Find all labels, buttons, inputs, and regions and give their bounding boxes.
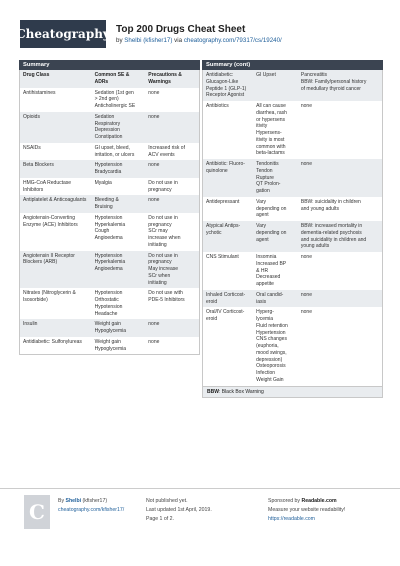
precautions-cell: none	[298, 159, 382, 197]
table-row	[20, 143, 199, 161]
drug-class-cell: Antidepressant	[206, 198, 240, 205]
sponsor-url[interactable]: https://readable.com	[268, 515, 316, 522]
drug-class-cell: Insulin	[20, 319, 92, 337]
side-effects-cell: Hypotension Hyperkalemia Angioedema	[92, 251, 146, 289]
drug-class-cell: Antibiotic: Fluoro- quinolone	[203, 159, 253, 197]
precautions-cell: none	[300, 254, 312, 260]
drug-class-cell: NSAIDs	[23, 144, 41, 151]
table-row	[20, 288, 199, 319]
page-title: Top 200 Drugs Cheat Sheet	[116, 24, 246, 35]
precautions-cell: Do not use in pregnancy SCr may increase when initiating	[148, 214, 181, 248]
drug-class-cell: Antihistamines	[23, 89, 56, 96]
side-effects-cell: Weight gain Hypoglycemia	[92, 319, 146, 337]
table-row	[20, 251, 199, 289]
table-row	[203, 197, 382, 221]
precautions-cell: Do not use in pregnancy	[148, 179, 178, 193]
drug-class-cell: HMG-CoA Reductase Inhibitors	[23, 179, 72, 193]
column-header-se-adrs: Common SE & ADRs	[92, 70, 146, 88]
table-row	[20, 178, 199, 196]
page-footer	[0, 488, 400, 566]
precautions-cell: none	[145, 112, 199, 143]
precautions-cell: none	[145, 160, 199, 178]
column-header-precautions: Precautions & Warnings	[145, 70, 199, 88]
table-row	[203, 70, 382, 101]
precautions-cell: Do not use with PDE-5 Inhibitors	[148, 290, 185, 303]
precautions-cell: BBW: suicidality in children and young adults	[300, 198, 361, 212]
summary-cont-heading: Summary (cont)	[202, 60, 383, 70]
drug-class-cell: Angiotensin-Converting Enzyme (ACE) Inhibitors	[23, 214, 78, 228]
side-effects-cell: Weight gain Hypoglycemia	[94, 338, 126, 352]
side-effects-cell: Hyperg- lycemia Fluid retention Hypertension CNS changes (euphoria, mood swings, depression) Osteoporosis Infection Weight Gain	[256, 309, 288, 383]
side-effects-cell: Hypotension Orthostatic Hypotension Headache	[94, 290, 123, 317]
sponsor-link[interactable]: Readable.com	[301, 498, 337, 504]
drug-class-cell: Inhaled Corticost- eroid	[203, 290, 253, 308]
table-row	[20, 195, 199, 213]
table-row	[203, 252, 382, 290]
drug-class-cell: Antibiotics	[206, 103, 229, 109]
bbw-legend: BBW: Black Box Warning	[203, 386, 382, 398]
drug-class-cell: CNS Stimulant	[206, 254, 239, 260]
table-row	[203, 221, 382, 252]
side-effects-cell: Myalgia	[94, 179, 112, 186]
side-effects-cell: Hypotension Hyperkalemia Cough Angioedema	[94, 214, 126, 241]
side-effects-cell: Vary depending on agent	[256, 198, 287, 219]
column-header-drug-class: Drug Class	[20, 70, 92, 88]
summary-cont-table	[203, 70, 382, 386]
summary-heading: Summary	[19, 60, 200, 70]
precautions-cell: none	[148, 338, 160, 345]
side-effects-cell: Sedation Respiratory Depression Constipation	[92, 112, 146, 143]
table-row	[20, 213, 199, 251]
precautions-cell: BBW: increased mortality in dementia-related psychosis and suicidality in children and young adults	[298, 221, 382, 252]
cheatography-logo[interactable]: Cheatography	[20, 20, 106, 48]
page-header	[0, 0, 400, 50]
footer-publish-info: Not published yet. Last updated 1st April, 2019. Page 1 of 2.	[146, 498, 212, 522]
byline: by Shelbi (kfisher17) via cheatography.com/79317/cs/19240/	[116, 37, 282, 44]
drug-class-cell: Antiplatelet & Anticoagulants	[20, 195, 92, 213]
sheet-url-link[interactable]: cheatography.com/79317/cs/19240/	[183, 37, 282, 44]
summary-section	[19, 60, 200, 355]
side-effects-cell: Hypotension Bradycardia	[92, 160, 146, 178]
table-row	[20, 319, 199, 337]
side-effects-cell: Vary depending on agent	[253, 221, 298, 252]
footer-author-link[interactable]: Shelbi	[65, 498, 82, 504]
precautions-cell: none	[300, 309, 312, 316]
drug-class-cell: Atypical Antips- ychotic	[203, 221, 253, 252]
table-row	[20, 337, 199, 355]
footer-author: By Shelbi (kfisher17) cheatography.com/kfisher17/	[58, 498, 125, 513]
drug-class-cell: Antidiabetic: Glucagon-Like Peptide 1 (GLP-1) Receptor Agonist	[203, 70, 253, 101]
cheatography-c-logo[interactable]: C	[24, 495, 50, 529]
author-link[interactable]: Shelbi (kfisher17)	[124, 37, 173, 44]
side-effects-cell: Tendonitis Tendon Rupture QT Prolon- gation	[253, 159, 298, 197]
drug-class-cell: Angiotensin II Receptor Blockers (ARB)	[20, 251, 92, 289]
table-row	[20, 160, 199, 178]
precautions-cell: Pancreatitis BBW: Family/personal history of medullary thyroid cancer	[298, 70, 382, 101]
footer-sponsor: Sponsored by Readable.com Measure your website readability! https://readable.com	[268, 498, 346, 522]
table-row	[203, 290, 382, 308]
side-effects-cell: GI Upset	[253, 70, 298, 101]
drug-class-cell: Nitrates (Nitroglycerin & Isosorbide)	[23, 290, 76, 303]
drug-class-cell: Oral/IV Corticost- eroid	[206, 309, 245, 322]
table-row	[20, 112, 199, 143]
table-row	[20, 88, 199, 112]
side-effects-cell: Insomnia Increased BP & HR Decreased appetite	[256, 254, 287, 287]
precautions-cell: Increased risk of ACV events	[148, 144, 185, 158]
side-effects-cell: Bleeding & Bruising	[92, 195, 146, 213]
side-effects-cell: Sedation (1st gen > 2nd gen) Anticholinergic SE	[94, 89, 136, 109]
table-row	[203, 101, 382, 159]
side-effects-cell: Oral candid- iasis	[253, 290, 298, 308]
precautions-cell: Do not use in pregnancy May increase SCr when initiating	[145, 251, 199, 289]
precautions-cell: none	[145, 319, 199, 337]
summary-table	[20, 70, 199, 354]
title-block	[116, 24, 282, 45]
precautions-cell: none	[145, 195, 199, 213]
precautions-cell: none	[148, 89, 160, 96]
summary-cont-section	[202, 60, 383, 398]
side-effects-cell: All can cause diarrhea, rash or hypersens itivity Hypersens- itivity is most common with beta-lactams	[256, 103, 287, 157]
side-effects-cell: GI upset, bleed, irritation, or ulcers	[94, 144, 135, 158]
drug-class-cell: Opioids	[20, 112, 92, 143]
footer-author-url[interactable]: cheatography.com/kfisher17/	[58, 506, 125, 513]
precautions-cell: none	[298, 290, 382, 308]
precautions-cell: none	[300, 103, 312, 109]
drug-class-cell: Antidiabetic: Sulfonylureas	[23, 338, 82, 345]
table-row	[203, 159, 382, 197]
table-row	[203, 307, 382, 385]
drug-class-cell: Beta Blockers	[20, 160, 92, 178]
